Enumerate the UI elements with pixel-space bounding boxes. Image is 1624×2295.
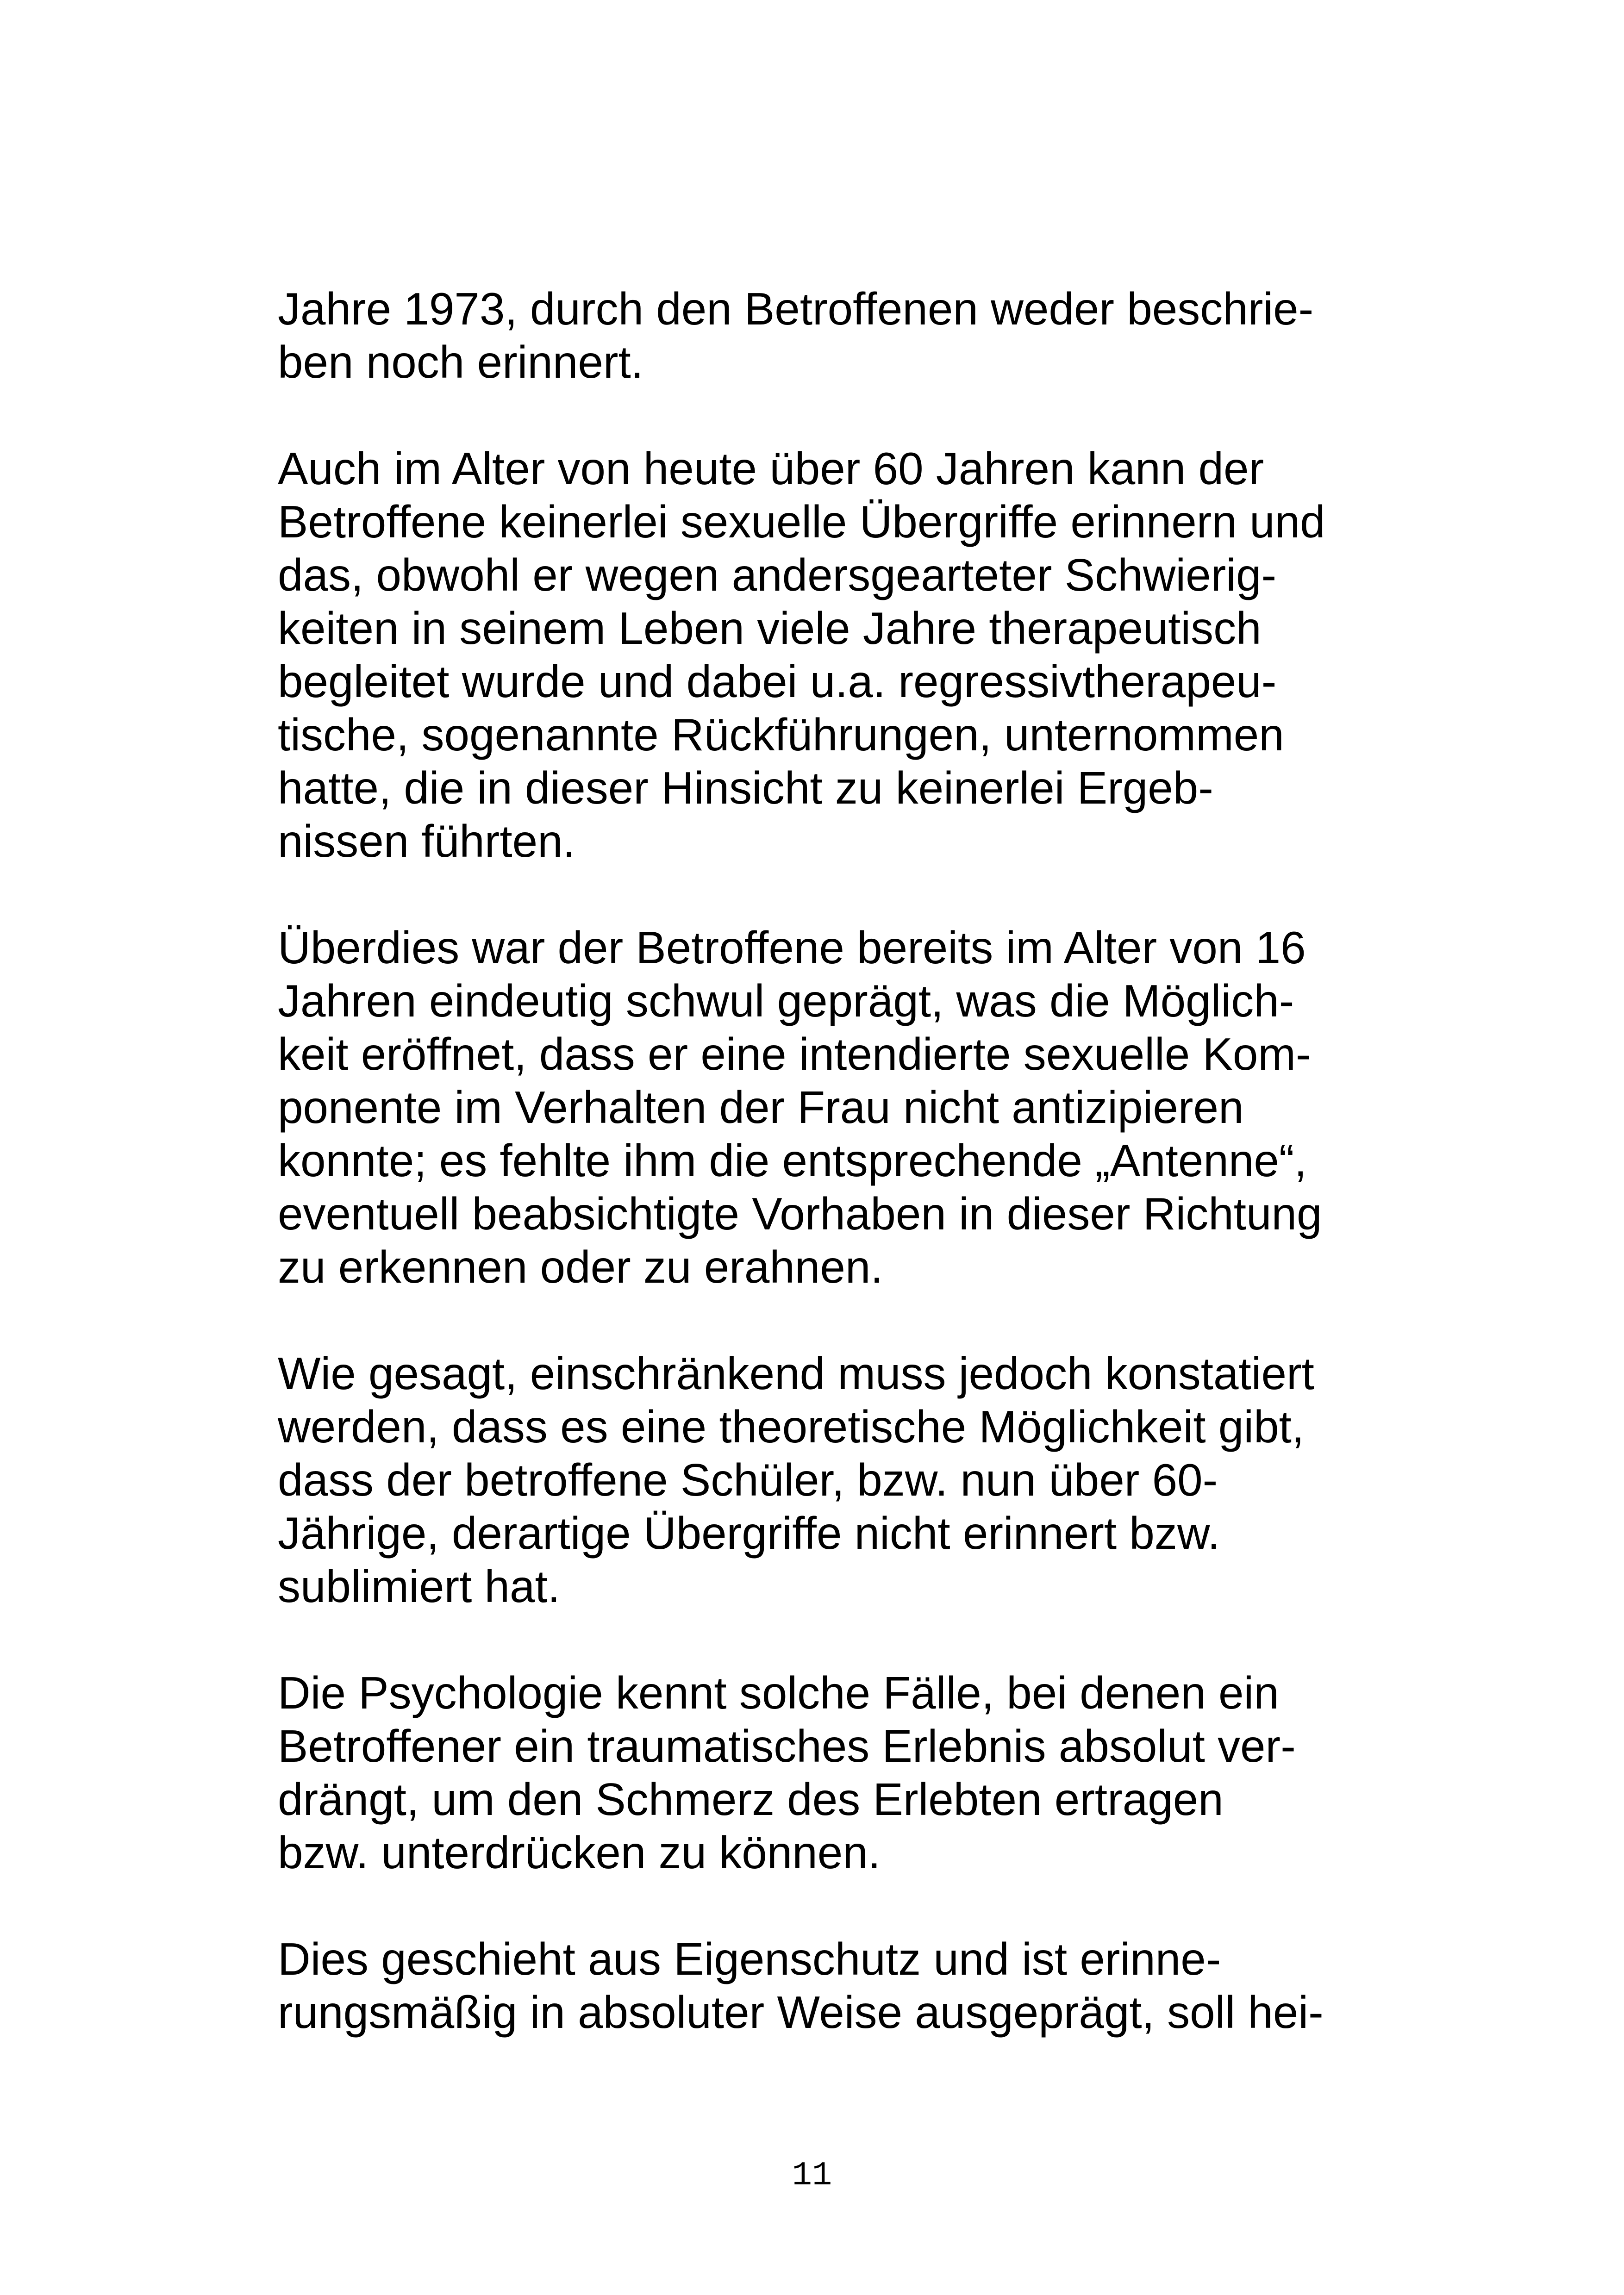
paragraph-3: Überdies war der Betroffene bereits im Alter von 16 Jahren eindeutig schwul geprägt, was die Möglich- keit eröffnet, dass er eine intendierte sexuelle Kom- ponente im Verhalten der Frau nicht antizipieren konnte; es fehlte ihm die entsprechende „Antenne“, eventuell beabsichtigte Vorhaben in dieser Richtung zu erkennen oder zu erahnen. [278, 922, 1322, 1292]
body-text [278, 282, 1347, 2039]
paragraph-1: Jahre 1973, durch den Betroffenen weder beschrie- ben noch erinnert. [278, 283, 1314, 387]
paragraph-5: Die Psychologie kennt solche Fälle, bei denen ein Betroffener ein traumatisches Erlebnis absolut ver- drängt, um den Schmerz des Erlebten ertragen bzw. unterdrücken zu können. [278, 1667, 1296, 1878]
paragraph-6: Dies geschieht aus Eigenschutz und ist erinne- rungsmäßig in absoluter Weise ausgeprägt, soll hei- [278, 1933, 1324, 2038]
paragraph-4: Wie gesagt, einschränkend muss jedoch konstatiert werden, dass es eine theoretische Möglichkeit gibt, dass der betroffene Schüler, bzw. nun über 60- Jährige, derartige Übergriffe nicht erinnert bzw. sublimiert hat. [278, 1348, 1314, 1612]
paragraph-2: Auch im Alter von heute über 60 Jahren kann der Betroffene keinerlei sexuelle Übergriffe erinnern und das, obwohl er wegen andersgearteter Schwierig- keiten in seinem Leben viele Jahre therapeutisch begleitet wurde und dabei u.a. regressivtherapeu- tische, sogenannte Rückführungen, unternommen hatte, die in dieser Hinsicht zu keinerlei Ergeb- nissen führten. [278, 443, 1325, 867]
page-number: 11 [792, 2157, 832, 2195]
